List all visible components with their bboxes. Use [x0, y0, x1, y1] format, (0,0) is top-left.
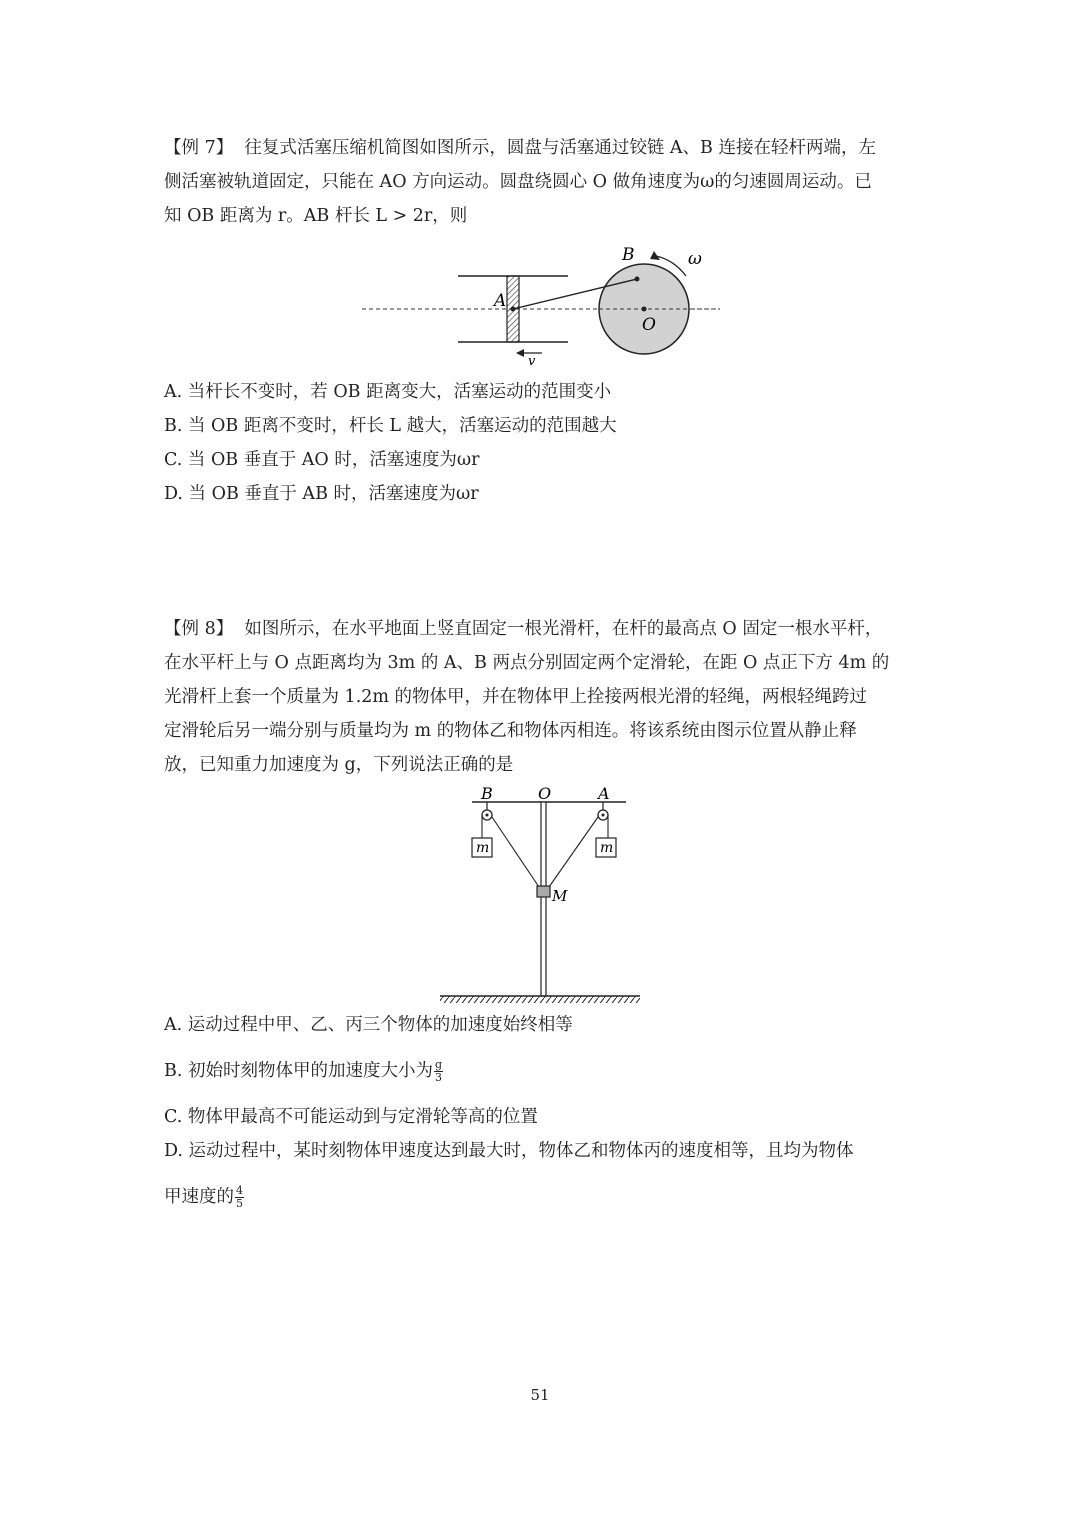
label-m-big: M	[552, 887, 568, 905]
example7-option-c: C. 当 OB 垂直于 AO 时，活塞速度为ωr	[164, 450, 480, 470]
example7-stem-line3: 知 OB 距离为 r。AB 杆长 L > 2r，则	[164, 206, 468, 226]
example8-option-b: B. 初始时刻物体甲的加速度大小为 $\frac{g}{3}$	[164, 1058, 443, 1084]
example8-stem-line2: 在水平杆上与 O 点距离均为 3m 的 A、B 两点分别固定两个定滑轮，在距 O 点正下方 4m 的	[164, 653, 890, 673]
example7-figure	[360, 238, 730, 368]
ground-hatch	[440, 996, 640, 1003]
block-m	[537, 886, 550, 897]
example8-option-a: A. 运动过程中甲、乙、丙三个物体的加速度始终相等	[164, 1015, 573, 1035]
rope-right	[549, 817, 598, 887]
example8-stem-line3: 光滑杆上套一个质量为 1.2m 的物体甲，并在物体甲上拴接两根光滑的轻绳，两根轻绳跨过	[164, 687, 868, 707]
page-number: 51	[530, 1386, 550, 1404]
omega-arrowhead	[650, 251, 660, 260]
label-v: v	[528, 354, 536, 368]
example7-option-d: D. 当 OB 垂直于 AB 时，活塞速度为ωr	[164, 484, 479, 504]
center-o	[642, 307, 647, 312]
label-a: A	[494, 291, 507, 311]
label-m-left: m	[476, 840, 490, 856]
pulley-b-axle	[486, 814, 489, 817]
label-o: O	[538, 784, 552, 803]
example8-figure	[436, 782, 646, 1006]
example7-stem-line1: 【例 7】 往复式活塞压缩机简图如图所示，圆盘与活塞通过铰链 A、B 连接在轻杆两端，左	[164, 138, 876, 158]
velocity-arrowhead	[516, 349, 524, 357]
rope-left	[492, 817, 539, 887]
example7-option-b: B. 当 OB 距离不变时，杆长 L 越大，活塞运动的范围越大	[164, 416, 617, 436]
example8-label: 【例 8】	[164, 619, 234, 639]
example7-option-a: A. 当杆长不变时，若 OB 距离变大，活塞运动的范围变小	[164, 382, 612, 402]
label-a: A	[598, 784, 610, 803]
label-omega: ω	[688, 249, 702, 269]
example7-label: 【例 7】	[164, 138, 234, 158]
example8-option-d-line1: D. 运动过程中，某时刻物体甲速度达到最大时，物体乙和物体丙的速度相等，且均为物体	[164, 1141, 854, 1161]
fraction-g-over-3: $\frac{g}{3}$	[435, 1058, 443, 1084]
example8-option-d-line2: 甲速度的 $\frac{4}{5}$	[164, 1184, 243, 1210]
fraction-4-over-5: $\frac{4}{5}$	[236, 1184, 243, 1210]
hinge-b	[635, 277, 640, 282]
example8-stem-line1: 【例 8】 如图所示，在水平地面上竖直固定一根光滑杆，在杆的最高点 O 固定一根水平杆，	[164, 619, 883, 639]
hinge-a	[511, 307, 516, 312]
label-b: B	[481, 784, 493, 803]
pulley-a-axle	[602, 814, 605, 817]
label-o: O	[642, 315, 656, 335]
example8-stem-line4: 定滑轮后另一端分别与质量均为 m 的物体乙和物体丙相连。将该系统由图示位置从静止释	[164, 721, 857, 741]
label-b: B	[622, 245, 635, 265]
example8-stem-line5: 放，已知重力加速度为 g，下列说法正确的是	[164, 755, 514, 775]
example7-stem-line2: 侧活塞被轨道固定，只能在 AO 方向运动。圆盘绕圆心 O 做角速度为ω的匀速圆周运动。已	[164, 172, 872, 192]
label-m-right: m	[600, 840, 614, 856]
example8-option-c: C. 物体甲最高不可能运动到与定滑轮等高的位置	[164, 1107, 538, 1127]
vertical-rod	[541, 802, 546, 996]
